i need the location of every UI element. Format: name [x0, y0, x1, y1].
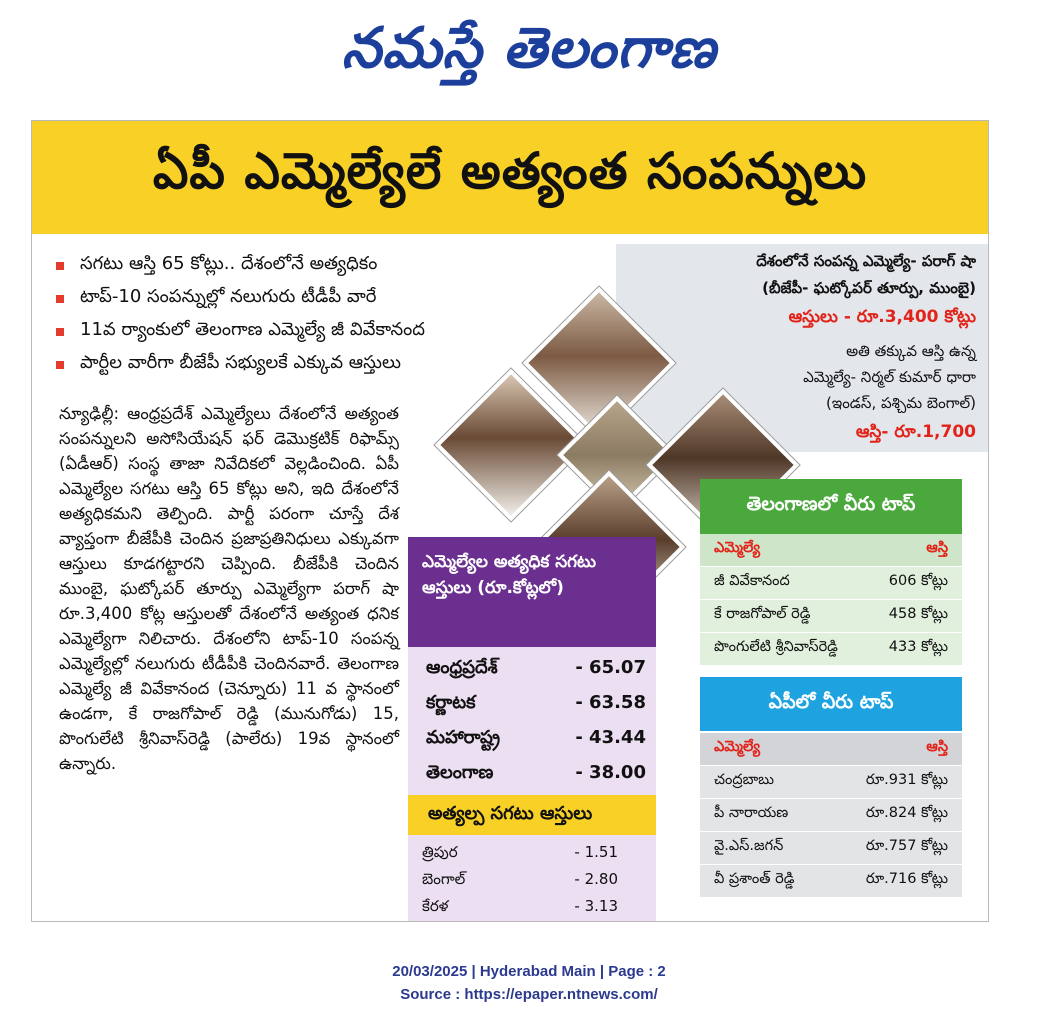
table-row — [700, 600, 962, 633]
avg-row — [426, 727, 646, 752]
mla-name: పొంగులేటి శ్రీనివాస్‌రెడ్డి — [714, 639, 838, 655]
mla-asset: 458 కోట్లు — [888, 606, 948, 622]
telangana-top-title: తెలంగాణలో వీరు టాప్ — [700, 479, 962, 534]
info-line-asset: ఆస్తి- రూ.1,700 — [855, 422, 976, 442]
edition-info: 20/03/2025 | Hyderabad Main | Page : 2 — [392, 963, 666, 980]
mla-name: జీ వివేకానంద — [714, 573, 790, 589]
bullet-square-icon — [56, 295, 64, 303]
column-header: ఎమ్మెల్యే — [714, 540, 760, 556]
bullet-square-icon — [56, 262, 64, 270]
mla-name: చంద్రబాబు — [714, 772, 775, 788]
info-line: (బీజేపీ- ఘట్కోపర్ తూర్పు, ముంబై) — [762, 279, 976, 297]
mla-asset: రూ.931 కోట్లు — [865, 772, 948, 788]
state-name: కర్ణాటక — [426, 692, 476, 713]
state-value: - 38.00 — [575, 762, 646, 783]
table-header-row — [700, 534, 962, 567]
mla-name: వీ ప్రశాంత్ రెడ్డి — [714, 871, 795, 887]
highest-avg-assets-title: ఎమ్మెల్యేల అత్యధిక సగటు ఆస్తులు (రూ.కోట్లలో) — [408, 537, 656, 647]
mla-name: పీ నారాయణ — [714, 805, 789, 821]
headline: ఏపీ ఎమ్మెల్యేలే అత్యంత సంపన్నులు — [152, 142, 868, 200]
state-value: - 2.80 — [574, 870, 618, 888]
telangana-top-table — [700, 534, 962, 666]
avg-row — [426, 692, 646, 717]
mla-asset: రూ.757 కోట్లు — [865, 838, 948, 854]
article — [31, 120, 989, 922]
avg-row — [426, 762, 646, 787]
state-name: ఆంధ్రప్రదేశ్ — [426, 657, 498, 678]
avg-row — [426, 657, 646, 682]
bullet-text: 11వ ర్యాంకులో తెలంగాణ ఎమ్మెల్యే జీ వివేకానంద — [80, 319, 425, 340]
bullet-item — [56, 249, 556, 282]
column-header: ఆస్తి — [926, 540, 948, 556]
info-line: (ఇండస్, పశ్చిమ బెంగాల్) — [826, 394, 976, 412]
low-row — [422, 843, 618, 865]
info-line: ఎమ్మెల్యే- నిర్మల్ కుమార్ ధారా — [803, 368, 976, 386]
page-footer — [0, 960, 1058, 1006]
mla-asset: 606 కోట్లు — [888, 573, 948, 589]
low-row — [422, 870, 618, 892]
bullet-square-icon — [56, 328, 64, 336]
table-row — [700, 766, 962, 799]
newspaper-logo: నమస్తే తెలంగాణ — [341, 15, 717, 81]
low-row — [422, 897, 618, 919]
ap-top-table — [700, 733, 962, 898]
state-name: కేరళ — [422, 897, 449, 915]
mla-asset: రూ.824 కోట్లు — [865, 805, 948, 821]
state-name: మహారాష్ట్ర — [426, 727, 501, 748]
mla-name: వై.ఎస్.జగన్ — [714, 838, 784, 854]
table-row — [700, 799, 962, 832]
state-value: - 43.44 — [575, 727, 646, 748]
info-line: అతి తక్కువ ఆస్తి ఉన్న — [846, 342, 976, 360]
mla-asset: రూ.716 కోట్లు — [865, 871, 948, 887]
highest-avg-assets-list — [408, 647, 656, 795]
state-value: - 65.07 — [575, 657, 646, 678]
masthead — [0, 0, 1058, 110]
lowest-avg-assets-title: అత్యల్ప సగటు ఆస్తులు — [408, 795, 656, 835]
bullet-text: పార్టీల వారీగా బీజేపీ సభ్యులకే ఎక్కువ ఆస్తులు — [80, 352, 401, 373]
table-row — [700, 865, 962, 898]
mla-asset: 433 కోట్లు — [888, 639, 948, 655]
source-link[interactable]: Source : https://epaper.ntnews.com/ — [400, 986, 658, 1003]
article-body: న్యూఢిల్లీ: ఆంధ్రప్రదేశ్ ఎమ్మెల్యేలు దేశంలోనే అత్యంత సంపన్నులని అసోసియేషన్ ఫర్ డెమొక్రటిక్ రిఫామ్స్ (ఏడీఆర్) సంస్థ తాజా నివేదికలో వెల్లడించింది. ఏపీ ఎమ్మెల్యేల సగటు ఆస్తి 65 కోట్లు అని, ఇది దేశంలోనే అత్యధికమని తెల్పింది. పార్టీ పరంగా చూస్తే దేశ వ్యాప్తంగా బీజేపీకి చెందిన ప్రజాప్రతినిధులు ఎక్కువగా ఆస్తులు కూడగట్టారని చెప్పింది. బీజేపీకి చెందిన ముంబై, ఘట్కోపర్ తూర్పు ఎమ్మెల్యేగా పరాగ్ షా రూ.3,400 కోట్ల ఆస్తులతో దేశంలోనే అత్యంత ధనిక ఎమ్మెల్యేగా నిలిచారు. దేశంలోని టాప్-10 సంపన్న ఎమ్మెల్యేల్లో నలుగురు టీడీపీకి చెందినవారే. తెలంగాణ ఎమ్మెల్యే జీ వివేకానంద (చెన్నూరు) 11 వ స్థానంలో ఉండగా, కే రాజగోపాల్ రెడ్డి (మునుగోడు) 15, పొంగులేటి శ్రీనివాస్‌రెడ్డి (పాలేరు) 19వ స్థానంలో ఉన్నారు. — [59, 404, 399, 773]
info-line: దేశంలోనే సంపన్న ఎమ్మెల్యే- పరాగ్ షా — [756, 252, 976, 270]
state-name: తెలంగాణ — [426, 762, 494, 783]
ap-top-title: ఏపీలో వీరు టాప్ — [700, 677, 962, 731]
state-value: - 3.13 — [574, 897, 618, 915]
headline-bar — [32, 121, 988, 234]
state-value: - 63.58 — [575, 692, 646, 713]
bullet-square-icon — [56, 361, 64, 369]
table-row — [700, 832, 962, 865]
column-header: ఎమ్మెల్యే — [714, 739, 760, 755]
state-value: - 1.51 — [574, 843, 618, 861]
bullet-text: సగటు ఆస్తి 65 కోట్లు.. దేశంలోనే అత్యధికం — [80, 253, 378, 274]
bullet-text: టాప్-10 సంపన్నుల్లో నలుగురు టీడీపీ వారే — [80, 286, 377, 307]
column-header: ఆస్తి — [926, 739, 948, 755]
info-line-asset: ఆస్తులు - రూ.3,400 కోట్లు — [788, 307, 976, 327]
table-row — [700, 633, 962, 666]
table-header-row — [700, 733, 962, 766]
state-name: త్రిపుర — [422, 843, 458, 861]
mla-name: కే రాజగోపాల్ రెడ్డి — [714, 606, 811, 622]
table-row — [700, 567, 962, 600]
state-name: బెంగాల్ — [422, 870, 466, 888]
lowest-avg-assets-list — [408, 835, 656, 922]
